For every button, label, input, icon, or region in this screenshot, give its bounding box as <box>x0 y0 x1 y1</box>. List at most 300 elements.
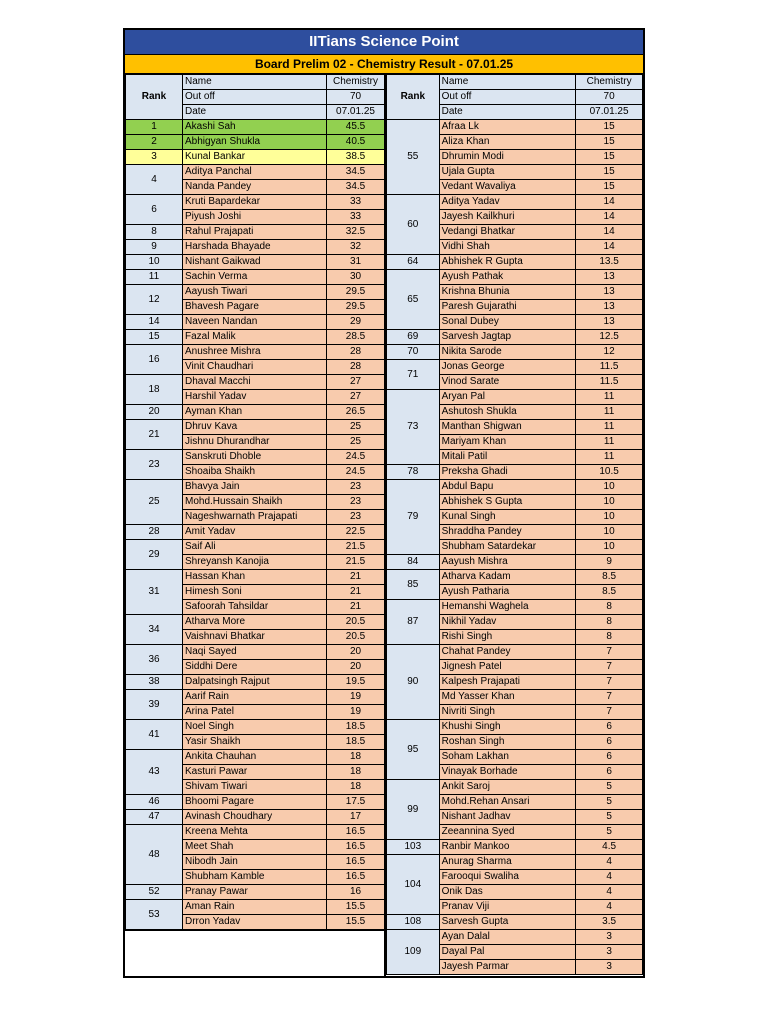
chemistry-score: 28 <box>327 360 385 375</box>
out-of-label: Out off <box>183 90 327 105</box>
result-row <box>126 165 385 180</box>
student-name: Anurag Sharma <box>439 855 576 870</box>
chemistry-score: 5 <box>576 810 643 825</box>
date-label: Date <box>183 105 327 120</box>
chemistry-score: 10 <box>576 510 643 525</box>
result-row <box>126 285 385 300</box>
student-name: Ankit Saroj <box>439 780 576 795</box>
rank-cell: 60 <box>387 195 440 255</box>
rank-cell: 69 <box>387 330 440 345</box>
student-name: Md Yasser Khan <box>439 690 576 705</box>
result-row <box>126 480 385 495</box>
chemistry-score: 23 <box>327 495 385 510</box>
result-row <box>387 360 643 375</box>
student-name: Farooqui Swaliha <box>439 870 576 885</box>
student-name: Mohd.Rehan Ansari <box>439 795 576 810</box>
chemistry-score: 5 <box>576 780 643 795</box>
chemistry-score: 3 <box>576 945 643 960</box>
chemistry-score: 4 <box>576 885 643 900</box>
student-name: Preksha Ghadi <box>439 465 576 480</box>
student-name: Jignesh Patel <box>439 660 576 675</box>
student-name: Jayesh Parmar <box>439 960 576 975</box>
student-name: Ayush Pathak <box>439 270 576 285</box>
result-row <box>126 720 385 735</box>
date-value: 07.01.25 <box>327 105 385 120</box>
student-name: Pranay Pawar <box>183 885 327 900</box>
result-row <box>387 645 643 660</box>
student-name: Naveen Nandan <box>183 315 327 330</box>
rank-cell: 14 <box>126 315 183 330</box>
chemistry-score: 10 <box>576 525 643 540</box>
result-row <box>126 120 385 135</box>
student-name: Roshan Singh <box>439 735 576 750</box>
student-name: Atharva Kadam <box>439 570 576 585</box>
result-row <box>126 810 385 825</box>
result-row <box>126 150 385 165</box>
chemistry-score: 27 <box>327 375 385 390</box>
student-name: Sarvesh Jagtap <box>439 330 576 345</box>
student-name: Jishnu Dhurandhar <box>183 435 327 450</box>
chemistry-score: 22.5 <box>327 525 385 540</box>
student-name: Vidhi Shah <box>439 240 576 255</box>
chemistry-score: 25 <box>327 420 385 435</box>
chemistry-score: 4.5 <box>576 840 643 855</box>
rank-cell: 70 <box>387 345 440 360</box>
chemistry-score: 10.5 <box>576 465 643 480</box>
chemistry-score: 9 <box>576 555 643 570</box>
result-row <box>126 240 385 255</box>
chemistry-score: 19.5 <box>327 675 385 690</box>
result-row <box>126 690 385 705</box>
student-name: Mohd.Hussain Shaikh <box>183 495 327 510</box>
chemistry-score: 16.5 <box>327 855 385 870</box>
chemistry-score: 11.5 <box>576 360 643 375</box>
chemistry-score: 28 <box>327 345 385 360</box>
chemistry-score: 28.5 <box>327 330 385 345</box>
chemistry-score: 30 <box>327 270 385 285</box>
subject-header: Chemistry <box>327 75 385 90</box>
student-name: Nivriti Singh <box>439 705 576 720</box>
student-name: Aditya Panchal <box>183 165 327 180</box>
chemistry-score: 34.5 <box>327 165 385 180</box>
chemistry-score: 8 <box>576 615 643 630</box>
student-name: Dayal Pal <box>439 945 576 960</box>
student-name: Mariyam Khan <box>439 435 576 450</box>
rank-cell: 9 <box>126 240 183 255</box>
result-columns <box>125 74 643 976</box>
rank-cell: 64 <box>387 255 440 270</box>
student-name: Nikita Sarode <box>439 345 576 360</box>
student-name: Abhishek R Gupta <box>439 255 576 270</box>
student-name: Amit Yadav <box>183 525 327 540</box>
result-row <box>387 255 643 270</box>
chemistry-score: 32.5 <box>327 225 385 240</box>
student-name: Rahul Prajapati <box>183 225 327 240</box>
result-row <box>126 345 385 360</box>
student-name: Avinash Choudhary <box>183 810 327 825</box>
student-name: Krishna Bhunia <box>439 285 576 300</box>
student-name: Khushi Singh <box>439 720 576 735</box>
result-row <box>126 255 385 270</box>
rank-cell: 1 <box>126 120 183 135</box>
rank-cell: 90 <box>387 645 440 720</box>
rank-header: Rank <box>126 75 183 120</box>
result-row <box>126 330 385 345</box>
chemistry-score: 4 <box>576 855 643 870</box>
result-row <box>387 720 643 735</box>
result-row <box>387 855 643 870</box>
chemistry-score: 14 <box>576 210 643 225</box>
rank-cell: 4 <box>126 165 183 195</box>
student-name: Kalpesh Prajapati <box>439 675 576 690</box>
student-name: Abhigyan Shukla <box>183 135 327 150</box>
student-name: Piyush Joshi <box>183 210 327 225</box>
rank-cell: 108 <box>387 915 440 930</box>
out-of-value: 70 <box>327 90 385 105</box>
chemistry-score: 45.5 <box>327 120 385 135</box>
chemistry-score: 17.5 <box>327 795 385 810</box>
chemistry-score: 15.5 <box>327 915 385 930</box>
student-name: Kreena Mehta <box>183 825 327 840</box>
chemistry-score: 13.5 <box>576 255 643 270</box>
result-row <box>126 315 385 330</box>
chemistry-score: 13 <box>576 300 643 315</box>
student-name: Aman Rain <box>183 900 327 915</box>
result-row <box>126 795 385 810</box>
left-result-table <box>125 74 385 930</box>
student-name: Vedangi Bhatkar <box>439 225 576 240</box>
name-header: Name <box>183 75 327 90</box>
chemistry-score: 23 <box>327 480 385 495</box>
result-sheet <box>123 28 645 978</box>
chemistry-score: 18 <box>327 765 385 780</box>
chemistry-score: 21.5 <box>327 555 385 570</box>
chemistry-score: 15.5 <box>327 900 385 915</box>
chemistry-score: 14 <box>576 240 643 255</box>
student-name: Onik Das <box>439 885 576 900</box>
rank-cell: 41 <box>126 720 183 750</box>
chemistry-score: 17 <box>327 810 385 825</box>
rank-cell: 25 <box>126 480 183 525</box>
chemistry-score: 11 <box>576 450 643 465</box>
student-name: Ayush Patharia <box>439 585 576 600</box>
left-half <box>125 74 384 976</box>
result-row <box>387 465 643 480</box>
chemistry-score: 21 <box>327 600 385 615</box>
chemistry-score: 15 <box>576 150 643 165</box>
rank-cell: 23 <box>126 450 183 480</box>
student-name: Sonal Dubey <box>439 315 576 330</box>
student-name: Nageshwarnath Prajapati <box>183 510 327 525</box>
student-name: Nanda Pandey <box>183 180 327 195</box>
rank-cell: 55 <box>387 120 440 195</box>
chemistry-score: 11 <box>576 405 643 420</box>
rank-cell: 18 <box>126 375 183 405</box>
chemistry-score: 15 <box>576 180 643 195</box>
student-name: Fazal Malik <box>183 330 327 345</box>
result-row <box>387 270 643 285</box>
chemistry-score: 19 <box>327 690 385 705</box>
student-name: Aryan Pal <box>439 390 576 405</box>
chemistry-score: 10 <box>576 480 643 495</box>
chemistry-score: 8.5 <box>576 570 643 585</box>
chemistry-score: 6 <box>576 765 643 780</box>
student-name: Vedant Wavaliya <box>439 180 576 195</box>
student-name: Drron Yadav <box>183 915 327 930</box>
student-name: Vinayak Borhade <box>439 765 576 780</box>
result-row <box>126 750 385 765</box>
chemistry-score: 21 <box>327 570 385 585</box>
student-name: Shreyansh Kanojia <box>183 555 327 570</box>
student-name: Noel Singh <box>183 720 327 735</box>
result-row <box>126 825 385 840</box>
student-name: Anushree Mishra <box>183 345 327 360</box>
student-name: Chahat Pandey <box>439 645 576 660</box>
date-value: 07.01.25 <box>576 105 643 120</box>
student-name: Bhavya Jain <box>183 480 327 495</box>
chemistry-score: 18 <box>327 750 385 765</box>
student-name: Nishant Jadhav <box>439 810 576 825</box>
rank-cell: 38 <box>126 675 183 690</box>
rank-cell: 34 <box>126 615 183 645</box>
rank-cell: 99 <box>387 780 440 840</box>
result-row <box>126 375 385 390</box>
chemistry-score: 7 <box>576 705 643 720</box>
rank-cell: 71 <box>387 360 440 390</box>
student-name: Shubham Satardekar <box>439 540 576 555</box>
student-name: Aayush Tiwari <box>183 285 327 300</box>
student-name: Soham Lakhan <box>439 750 576 765</box>
rank-cell: 28 <box>126 525 183 540</box>
chemistry-score: 34.5 <box>327 180 385 195</box>
result-row <box>126 135 385 150</box>
result-row <box>126 645 385 660</box>
student-name: Jayesh Kailkhuri <box>439 210 576 225</box>
right-half <box>384 74 643 976</box>
chemistry-score: 31 <box>327 255 385 270</box>
chemistry-score: 27 <box>327 390 385 405</box>
chemistry-score: 7 <box>576 660 643 675</box>
student-name: Aditya Yadav <box>439 195 576 210</box>
chemistry-score: 38.5 <box>327 150 385 165</box>
chemistry-score: 8.5 <box>576 585 643 600</box>
result-row <box>387 600 643 615</box>
result-row <box>387 915 643 930</box>
rank-cell: 87 <box>387 600 440 645</box>
chemistry-score: 33 <box>327 210 385 225</box>
chemistry-score: 21 <box>327 585 385 600</box>
student-name: Kunal Bankar <box>183 150 327 165</box>
student-name: Dhaval Macchi <box>183 375 327 390</box>
chemistry-score: 8 <box>576 600 643 615</box>
chemistry-score: 26.5 <box>327 405 385 420</box>
student-name: Zeeannina Syed <box>439 825 576 840</box>
chemistry-score: 20.5 <box>327 630 385 645</box>
student-name: Hemanshi Waghela <box>439 600 576 615</box>
student-name: Harshada Bhayade <box>183 240 327 255</box>
result-row <box>126 615 385 630</box>
student-name: Sanskruti Dhoble <box>183 450 327 465</box>
chemistry-score: 11.5 <box>576 375 643 390</box>
student-name: Himesh Soni <box>183 585 327 600</box>
rank-cell: 10 <box>126 255 183 270</box>
chemistry-score: 40.5 <box>327 135 385 150</box>
rank-cell: 36 <box>126 645 183 675</box>
result-row <box>387 780 643 795</box>
rank-cell: 48 <box>126 825 183 885</box>
chemistry-score: 4 <box>576 900 643 915</box>
student-name: Vinod Sarate <box>439 375 576 390</box>
chemistry-score: 33 <box>327 195 385 210</box>
student-name: Dalpatsingh Rajput <box>183 675 327 690</box>
student-name: Siddhi Dere <box>183 660 327 675</box>
rank-cell: 16 <box>126 345 183 375</box>
chemistry-score: 16.5 <box>327 840 385 855</box>
result-row <box>126 570 385 585</box>
student-name: Akashi Sah <box>183 120 327 135</box>
chemistry-score: 11 <box>576 420 643 435</box>
chemistry-score: 18.5 <box>327 735 385 750</box>
chemistry-score: 6 <box>576 750 643 765</box>
result-row <box>126 675 385 690</box>
rank-cell: 20 <box>126 405 183 420</box>
result-row <box>387 345 643 360</box>
rank-cell: 85 <box>387 570 440 600</box>
student-name: Ashutosh Shukla <box>439 405 576 420</box>
chemistry-score: 3 <box>576 930 643 945</box>
rank-cell: 73 <box>387 390 440 465</box>
chemistry-score: 13 <box>576 285 643 300</box>
empty-area <box>125 930 384 976</box>
left-result-body <box>126 120 385 930</box>
right-result-body <box>387 120 643 975</box>
chemistry-score: 18 <box>327 780 385 795</box>
student-name: Abhishek S Gupta <box>439 495 576 510</box>
chemistry-score: 13 <box>576 270 643 285</box>
result-row <box>387 840 643 855</box>
result-row <box>387 570 643 585</box>
out-of-value: 70 <box>576 90 643 105</box>
chemistry-score: 12 <box>576 345 643 360</box>
rank-cell: 103 <box>387 840 440 855</box>
chemistry-score: 20.5 <box>327 615 385 630</box>
student-name: Nishant Gaikwad <box>183 255 327 270</box>
student-name: Ranbir Mankoo <box>439 840 576 855</box>
chemistry-score: 6 <box>576 720 643 735</box>
student-name: Bhavesh Pagare <box>183 300 327 315</box>
student-name: Nikhil Yadav <box>439 615 576 630</box>
result-row <box>387 555 643 570</box>
rank-cell: 104 <box>387 855 440 915</box>
rank-cell: 52 <box>126 885 183 900</box>
chemistry-score: 7 <box>576 675 643 690</box>
result-row <box>387 120 643 135</box>
chemistry-score: 14 <box>576 195 643 210</box>
rank-cell: 43 <box>126 750 183 795</box>
student-name: Dhrumin Modi <box>439 150 576 165</box>
student-name: Aayush Mishra <box>439 555 576 570</box>
chemistry-score: 10 <box>576 540 643 555</box>
chemistry-score: 13 <box>576 315 643 330</box>
chemistry-score: 29 <box>327 315 385 330</box>
student-name: Shubham Kamble <box>183 870 327 885</box>
rank-cell: 46 <box>126 795 183 810</box>
rank-cell: 29 <box>126 540 183 570</box>
student-name: Bhoomi Pagare <box>183 795 327 810</box>
result-row <box>387 480 643 495</box>
rank-cell: 65 <box>387 270 440 330</box>
student-name: Hassan Khan <box>183 570 327 585</box>
student-name: Sachin Verma <box>183 270 327 285</box>
student-name: Aliza Khan <box>439 135 576 150</box>
chemistry-score: 3.5 <box>576 915 643 930</box>
student-name: Ayman Khan <box>183 405 327 420</box>
rank-header: Rank <box>387 75 440 120</box>
student-name: Kruti Bapardekar <box>183 195 327 210</box>
out-of-label: Out off <box>439 90 576 105</box>
chemistry-score: 4 <box>576 870 643 885</box>
chemistry-score: 5 <box>576 795 643 810</box>
chemistry-score: 11 <box>576 390 643 405</box>
chemistry-score: 19 <box>327 705 385 720</box>
rank-cell: 8 <box>126 225 183 240</box>
student-name: Saif Ali <box>183 540 327 555</box>
rank-cell: 109 <box>387 930 440 975</box>
rank-cell: 39 <box>126 690 183 720</box>
student-name: Shoaiba Shaikh <box>183 465 327 480</box>
chemistry-score: 32 <box>327 240 385 255</box>
right-result-table <box>386 74 643 975</box>
result-row <box>126 900 385 915</box>
result-row <box>126 225 385 240</box>
chemistry-score: 5 <box>576 825 643 840</box>
student-name: Sarvesh Gupta <box>439 915 576 930</box>
rank-cell: 31 <box>126 570 183 615</box>
student-name: Kasturi Pawar <box>183 765 327 780</box>
student-name: Naqi Sayed <box>183 645 327 660</box>
student-name: Kunal Singh <box>439 510 576 525</box>
sheet-title: IITians Science Point <box>125 30 643 55</box>
result-row <box>126 450 385 465</box>
rank-cell: 3 <box>126 150 183 165</box>
chemistry-score: 16 <box>327 885 385 900</box>
student-name: Harshil Yadav <box>183 390 327 405</box>
chemistry-score: 29.5 <box>327 300 385 315</box>
chemistry-score: 21.5 <box>327 540 385 555</box>
rank-cell: 47 <box>126 810 183 825</box>
chemistry-score: 23 <box>327 510 385 525</box>
student-name: Vaishnavi Bhatkar <box>183 630 327 645</box>
student-name: Dhruv Kava <box>183 420 327 435</box>
chemistry-score: 16.5 <box>327 825 385 840</box>
result-row <box>126 405 385 420</box>
result-row <box>126 885 385 900</box>
chemistry-score: 10 <box>576 495 643 510</box>
chemistry-score: 20 <box>327 660 385 675</box>
student-name: Meet Shah <box>183 840 327 855</box>
rank-cell: 79 <box>387 480 440 555</box>
result-row <box>387 390 643 405</box>
student-name: Arina Patel <box>183 705 327 720</box>
rank-cell: 21 <box>126 420 183 450</box>
student-name: Manthan Shigwan <box>439 420 576 435</box>
student-name: Nibodh Jain <box>183 855 327 870</box>
student-name: Shraddha Pandey <box>439 525 576 540</box>
chemistry-score: 15 <box>576 120 643 135</box>
rank-cell: 53 <box>126 900 183 930</box>
chemistry-score: 6 <box>576 735 643 750</box>
chemistry-score: 15 <box>576 135 643 150</box>
